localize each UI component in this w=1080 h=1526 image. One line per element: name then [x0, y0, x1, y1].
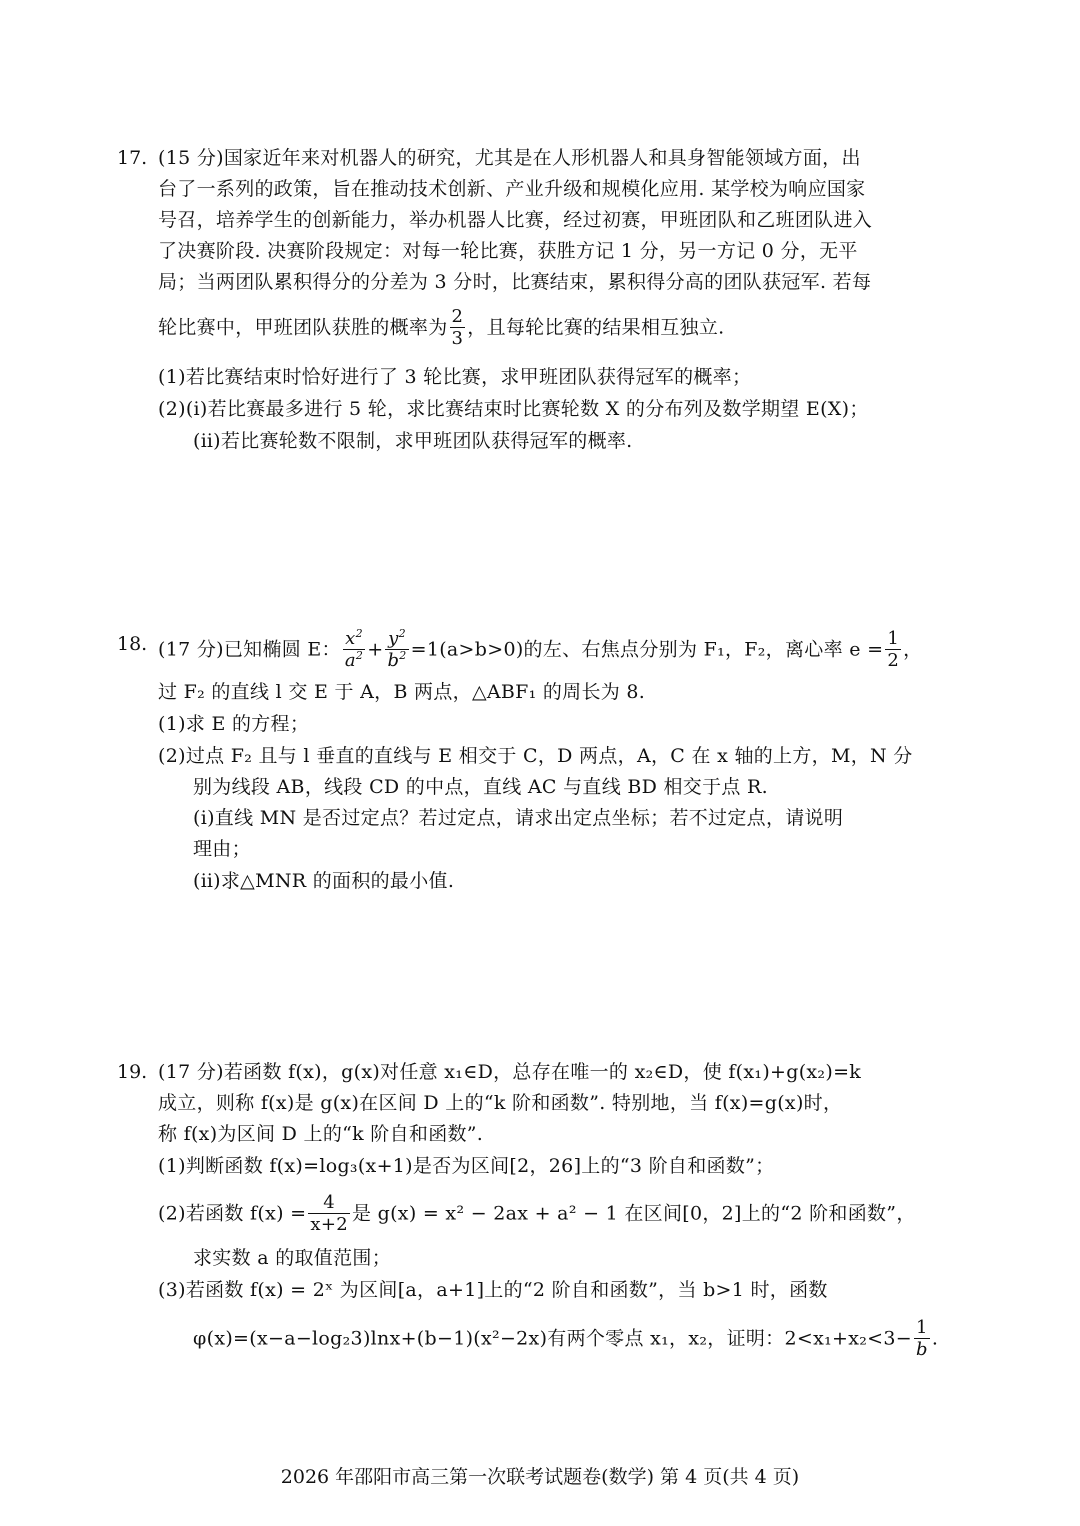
q19-part-3-line-1: (3)若函数 f(x) = 2ˣ 为区间[a，a+1]上的“2 阶自和函数”，当 b>1 时，函数 [158, 1279, 828, 1301]
q19-part-1: (1)判断函数 f(x)=log₃(x+1)是否为区间[2，26]上的“3 阶自和函数”； [158, 1155, 775, 1177]
fraction-numerator: 2 [451, 306, 464, 327]
q19-line-2: 成立，则称 f(x)是 g(x)在区间 D 上的“k 阶和函数”. 特别地，当 f(x)=g(x)时， [158, 1092, 843, 1114]
q18-line-1-pre: (17 分)已知椭圆 E： [158, 638, 341, 661]
q18-number: 18. [117, 633, 148, 655]
q18-part-2-line-2: 别为线段 AB，线段 CD 的中点，直线 AC 与直线 BD 相交于点 R. [193, 776, 768, 798]
q18-part-2i-line-2: 理由； [193, 838, 251, 860]
q17-part-2ii: (ⅱ)若比赛轮数不限制，求甲班团队获得冠军的概率. [193, 430, 633, 452]
q19-part-3-pre: φ(x)=(x−a−log₂3)lnx+(b−1)(x²−2x)有两个零点 x₁，x₂，证明：2<x₁+x₂<3− [193, 1327, 913, 1350]
fraction-numerator: 4 [308, 1193, 350, 1214]
q17-line-6-post: ，且每轮比赛的结果相互独立. [467, 316, 725, 339]
q19-part-3-line-2 [193, 1318, 938, 1361]
q18-part-2-line-1: (2)过点 F₂ 且与 l 垂直的直线与 E 相交于 C，D 两点，A，C 在 x 轴的上方，M，N 分 [158, 745, 913, 767]
q17-line-2: 台了一系列的政策，旨在推动技术创新、产业升级和规模化应用. 某学校为响应国家 [158, 178, 866, 200]
q19-function-fraction [308, 1193, 350, 1236]
q19-part-3-end: . [931, 1327, 939, 1350]
q19-part-2-line-2: 求实数 a 的取值范围； [193, 1247, 392, 1269]
q19-line-1: (17 分)若函数 f(x)，g(x)对任意 x₁∈D，总存在唯一的 x₂∈D，使 f(x₁)+g(x₂)=k [158, 1061, 862, 1083]
q17-number: 17. [117, 147, 148, 169]
q17-probability-fraction [450, 307, 466, 350]
q19-number: 19. [117, 1061, 148, 1083]
q17-line-5: 局；当两团队累积得分的分差为 3 分时，比赛结束，累积得分高的团队获冠军. 若每 [158, 271, 872, 293]
q17-line-6 [158, 307, 725, 350]
fraction-denominator: 3 [451, 328, 464, 349]
q18-line-1: (17 分)已知椭圆 E： $\frac{x^2}{a^2}$ + $\frac{y^2}{b^2}$ =1(a>b>0)的左、右焦点分别为 F₁，F₂，离心率 e = $\frac{1}{2}$ ， [158, 627, 923, 671]
ellipse-x-term: $\frac{x^2}{a^2}$ [344, 627, 364, 671]
fraction-denominator: 2 [887, 650, 900, 671]
fraction-denominator: b [916, 1339, 928, 1360]
page-footer: 2026 年邵阳市高三第一次联考试题卷(数学) 第 4 页(共 4 页) [280, 1466, 800, 1488]
q18-part-2ii: (ⅱ)求△MNR 的面积的最小值. [193, 870, 455, 892]
q19-bound-fraction [914, 1318, 930, 1361]
q17-line-1: (15 分)国家近年来对机器人的研究，尤其是在人形机器人和具身智能领域方面，出 [158, 147, 861, 169]
fraction-numerator: 1 [914, 1318, 930, 1339]
q19-part-2-line-1 [158, 1193, 916, 1236]
q18-part-2i-line-1: (ⅰ)直线 MN 是否过定点？若过定点，请求出定点坐标；若不过定点，请说明 [193, 807, 844, 829]
q19-part-2-post: 是 g(x) = x² − 2ax + a² − 1 在区间[0，2]上的“2 阶和函数”， [351, 1202, 916, 1225]
q19-line-3: 称 f(x)为区间 D 上的“k 阶自和函数”. [158, 1123, 484, 1145]
q17-line-4: 了决赛阶段. 决赛阶段规定：对每一轮比赛，获胜方记 1 分，另一方记 0 分，无平 [158, 240, 858, 262]
q18-line-2: 过 F₂ 的直线 l 交 E 于 A，B 两点，△ABF₁ 的周长为 8. [158, 681, 646, 703]
q19-part-2-pre: (2)若函数 f(x) = [158, 1202, 307, 1225]
fraction-denominator: x+2 [310, 1214, 348, 1235]
q18-part-1: (1)求 E 的方程； [158, 713, 310, 735]
eccentricity-fraction [885, 629, 901, 672]
ellipse-y-term: $\frac{y^2}{b^2}$ [387, 627, 407, 671]
q17-line-3: 号召，培养学生的创新能力，举办机器人比赛，经过初赛，甲班团队和乙班团队进入 [158, 209, 873, 231]
q18-line-1-mid: =1(a>b>0)的左、右焦点分别为 F₁，F₂，离心率 e = [410, 638, 884, 661]
q17-part-2i: (2)(ⅰ)若比赛最多进行 5 轮，求比赛结束时比赛轮数 X 的分布列及数学期望 E(X)； [158, 398, 869, 420]
q17-part-1: (1)若比赛结束时恰好进行了 3 轮比赛，求甲班团队获得冠军的概率； [158, 366, 752, 388]
q17-line-6-pre: 轮比赛中，甲班团队获胜的概率为 [158, 316, 448, 339]
fraction-numerator: 1 [887, 628, 900, 649]
